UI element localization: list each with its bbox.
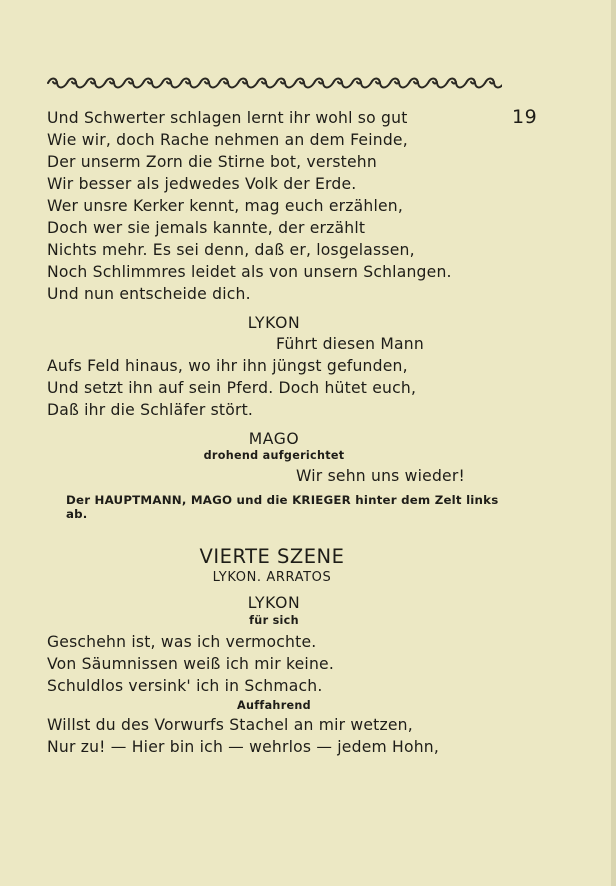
verse-line: Doch wer sie jemals kannte, der erzählt	[47, 219, 366, 237]
page-edge	[611, 0, 616, 886]
stage-direction-inline: Auffahrend	[237, 699, 311, 712]
speaker-name: MAGO	[248, 430, 300, 448]
stage-direction: Der HAUPTMANN, MAGO und die KRIEGER hinter dem Zelt links ab.	[66, 493, 499, 521]
scene-characters: LYKON. ARRATOS	[212, 570, 332, 585]
verse-line: Nichts mehr. Es sei denn, daß er, losgelassen,	[47, 241, 415, 259]
speaker-name: LYKON	[247, 314, 301, 332]
verse-line: Daß ihr die Schläfer stört.	[47, 401, 254, 419]
verse-line: Führt diesen Mann	[276, 335, 424, 353]
verse-line: Willst du des Vorwurfs Stachel an mir wetzen,	[47, 716, 413, 734]
verse-line: Geschehn ist, was ich vermochte.	[47, 633, 317, 651]
verse-line: Nur zu! — Hier bin ich — wehrlos — jedem Hohn,	[47, 738, 440, 756]
verse-line: Und Schwerter schlagen lernt ihr wohl so gut	[47, 109, 408, 127]
verse-line: Wer unsre Kerker kennt, mag euch erzählen,	[47, 197, 404, 215]
verse-line: Noch Schlimmres leidet als von unsern Schlangen.	[47, 263, 452, 281]
stage-direction-inline: für sich	[249, 614, 299, 627]
decorative-border-ornament	[46, 74, 502, 92]
verse-line: Aufs Feld hinaus, wo ihr ihn jüngst gefunden,	[47, 357, 408, 375]
stage-direction-inline: drohend aufgerichtet	[203, 449, 345, 462]
verse-line: Wir besser als jedwedes Volk der Erde.	[47, 175, 357, 193]
verse-line: Und nun entscheide dich.	[47, 285, 251, 303]
speaker-name: LYKON	[247, 594, 301, 612]
verse-line: Der unserm Zorn die Stirne bot, verstehn	[47, 153, 377, 171]
verse-line: Und setzt ihn auf sein Pferd. Doch hütet euch,	[47, 379, 417, 397]
verse-line: Von Säumnissen weiß ich mir keine.	[47, 655, 334, 673]
verse-line: Schuldlos versink' ich in Schmach.	[47, 677, 323, 695]
page-number: 19	[512, 106, 538, 128]
scene-heading: VIERTE SZENE	[199, 545, 345, 568]
verse-line: Wie wir, doch Rache nehmen an dem Feinde,	[47, 131, 408, 149]
verse-line: Wir sehn uns wieder!	[296, 467, 465, 485]
